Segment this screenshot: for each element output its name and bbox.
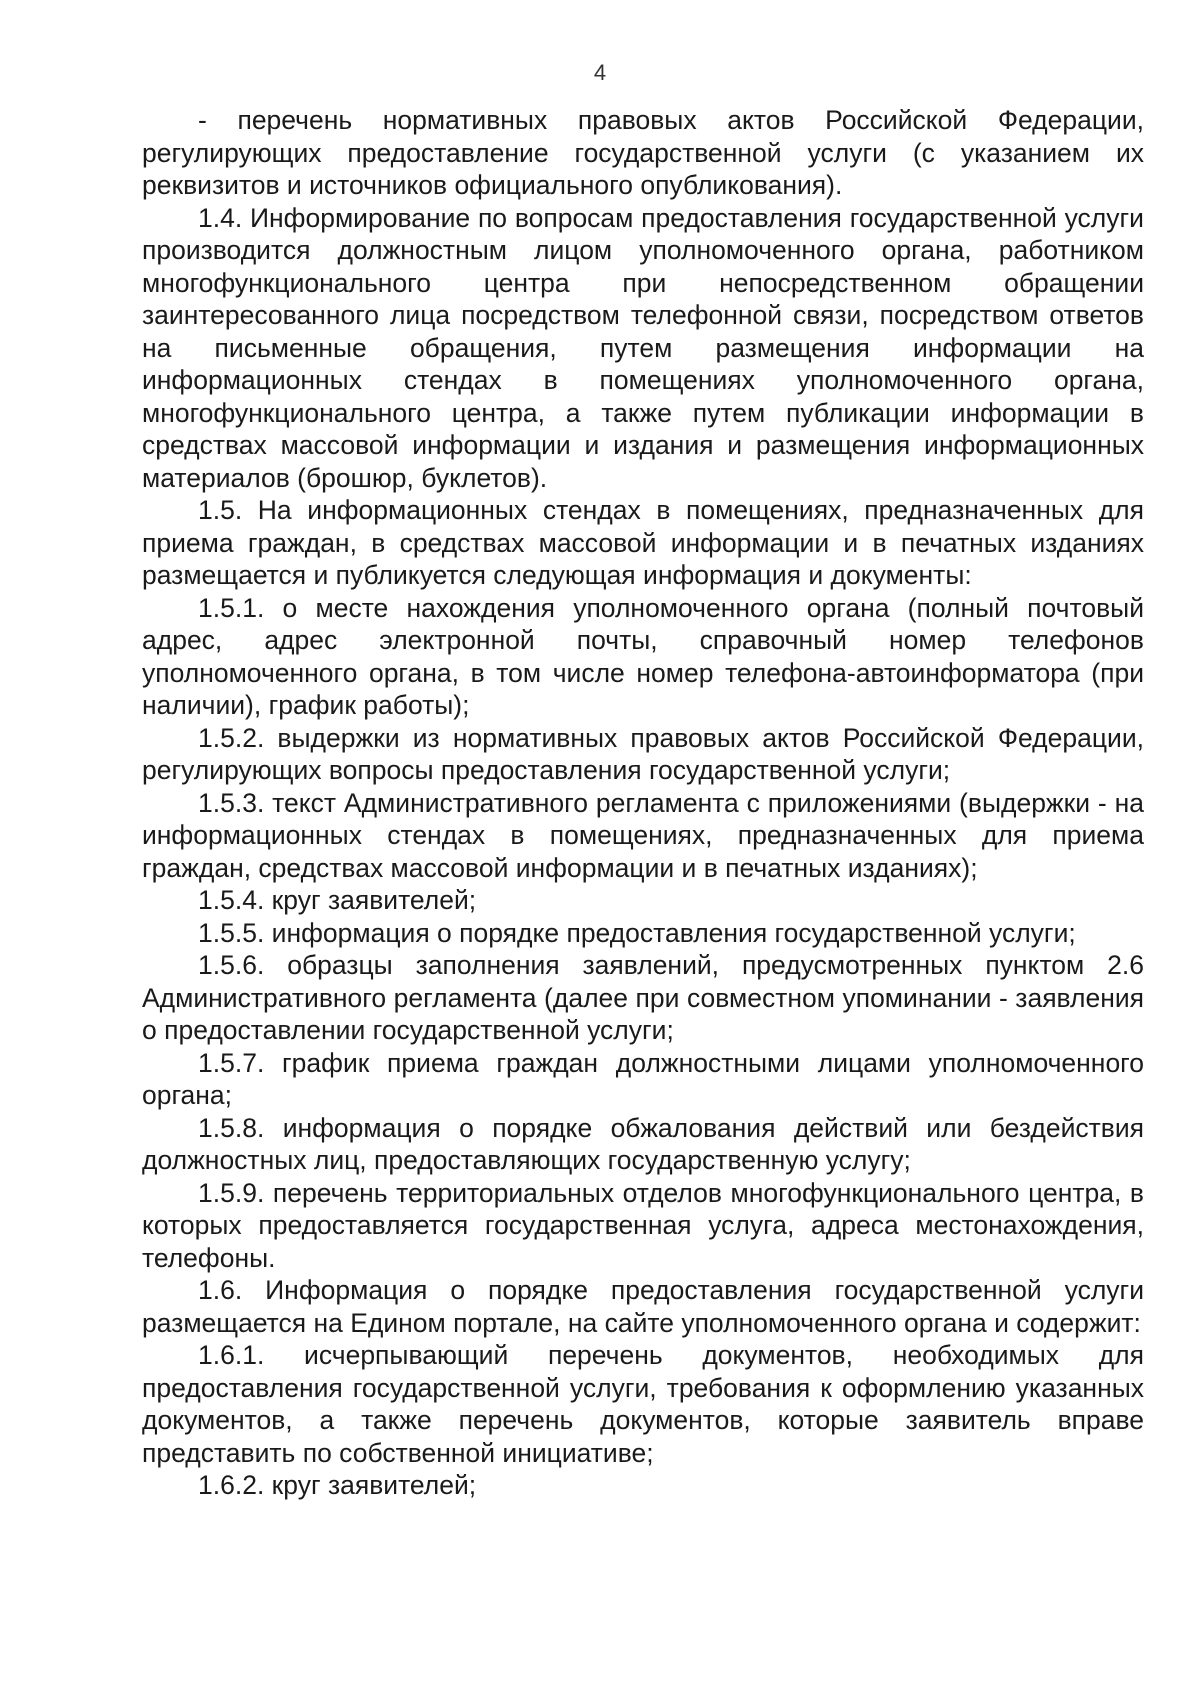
- page-number: 4: [593, 60, 607, 85]
- paragraph-1-5-1: 1.5.1. о месте нахождения уполномоченного органа (полный почтовый адрес, адрес электронной почты, справочный номер телефонов уполномоченного органа, в том числе номер телефона-автоинформатора (при наличии), график работы);: [142, 592, 1144, 720]
- paragraph-1-4: 1.4. Информирование по вопросам предоставления государственной услуги производится должностным лицом уполномоченного органа, работником многофункционального центра при непосредственном обращении заинтересованного лица посредством телефонной связи, посредством ответов на письменные обращения, путем размещения информации на информационных стендах в помещениях уполномоченного органа, многофункционального центра, а также путем публикации информации в средствах массовой информации и издания и размещения информационных материалов (брошюр, буклетов).: [142, 202, 1144, 493]
- paragraph-1-6-1: 1.6.1. исчерпывающий перечень документов, необходимых для предоставления государственной услуги, требования к оформлению указанных документов, а также перечень документов, которые заявитель вправе представить по собственной инициативе;: [142, 1340, 1144, 1468]
- paragraph-1-5-2: 1.5.2. выдержки из нормативных правовых актов Российской Федерации, регулирующих вопросы предоставления государственной услуги;: [142, 722, 1144, 785]
- paragraph-1-5: 1.5. На информационных стендах в помещениях, предназначенных для приема граждан, в средствах массовой информации и в печатных изданиях размещается и публикуется следующая информация и документы:: [142, 495, 1144, 590]
- paragraph-1-5-5: 1.5.5. информация о порядке предоставления государственной услуги;: [198, 917, 1076, 948]
- paragraph-1-5-7: 1.5.7. график приема граждан должностными лицами уполномоченного органа;: [142, 1047, 1144, 1110]
- paragraph-1-6-2: 1.6.2. круг заявителей;: [198, 1470, 477, 1500]
- paragraph-legal-acts-list: - перечень нормативных правовых актов Российской Федерации, регулирующих предоставление государственной услуги (с указанием их реквизитов и источников официального опубликования).: [142, 105, 1144, 200]
- paragraph-1-5-9: 1.5.9. перечень территориальных отделов многофункционального центра, в которых предоставляется государственная услуга, адреса местонахождения, телефоны.: [142, 1177, 1144, 1273]
- paragraph-1-5-4: 1.5.4. круг заявителей;: [198, 885, 477, 915]
- paragraph-1-5-6: 1.5.6. образцы заполнения заявлений, предусмотренных пунктом 2.6 Административного регламента (далее при совместном упоминании - заявления о предоставлении государственной услуги;: [142, 950, 1144, 1045]
- body-text: [142, 104, 1144, 1502]
- paragraph-1-6: 1.6. Информация о порядке предоставления государственной услуги размещается на Едином портале, на сайте уполномоченного органа и содержит:: [142, 1275, 1144, 1338]
- paragraph-1-5-3: 1.5.3. текст Административного регламента с приложениями (выдержки - на информационных стендах в помещениях, предназначенных для приема граждан, средствах массовой информации и в печатных изданиях);: [142, 787, 1144, 883]
- paragraph-1-5-8: 1.5.8. информация о порядке обжалования действий или бездействия должностных лиц, предоставляющих государственную услугу;: [142, 1112, 1144, 1175]
